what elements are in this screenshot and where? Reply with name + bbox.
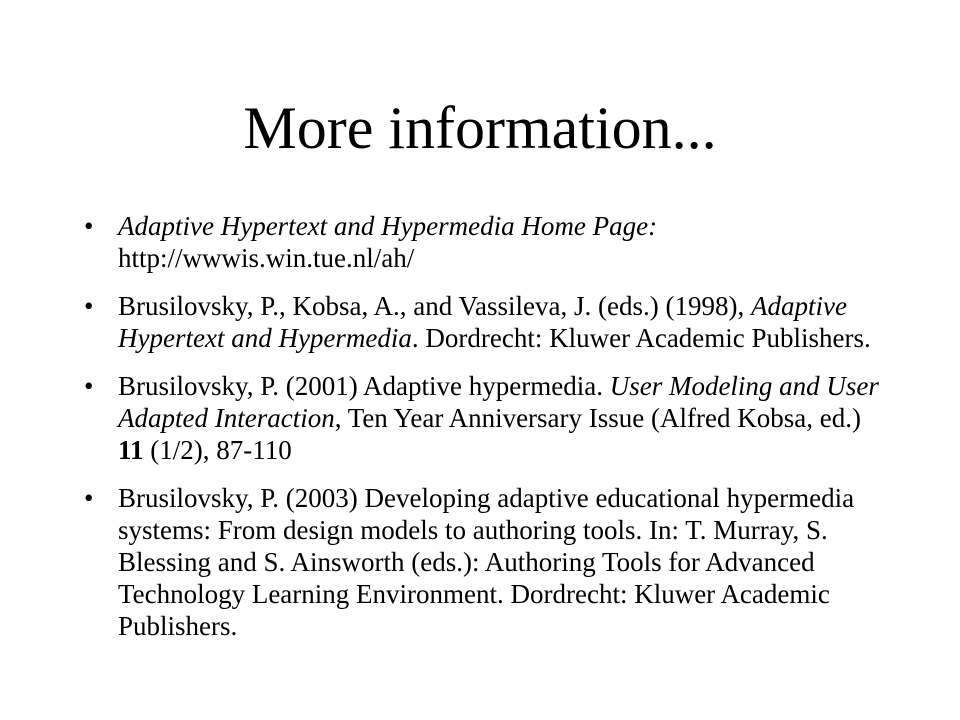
reference-item [84, 210, 884, 274]
reference-text-italic: Adaptive Hypertext and Hypermedia [118, 291, 847, 353]
reference-link[interactable]: http://wwwis.win.tue.nl/ah/ [118, 243, 415, 273]
reference-text-italic: Adaptive Hypertext and Hypermedia Home Page: [118, 211, 658, 241]
bullet-icon: • [84, 291, 94, 321]
slide-title: More information... [243, 95, 717, 161]
reference-text: (1/2), 87-110 [143, 435, 292, 465]
bullet-icon: • [84, 211, 94, 241]
reference-text: , Ten Year Anniversary Issue (Alfred Kobsa, ed.) [334, 403, 861, 433]
reference-text-bold: 11 [118, 435, 144, 465]
bullet-icon: • [84, 371, 94, 401]
reference-text: Brusilovsky, P., Kobsa, A., and Vassileva, J. (eds.) (1998), [118, 291, 751, 321]
reference-item [84, 290, 884, 354]
reference-text-italic: User Modeling and User Adapted Interaction [118, 371, 879, 433]
reference-text: Brusilovsky, P. (2003) Developing adaptive educational hypermedia systems: From design models to authoring tools. In: T. Murray, S. Blessing and S. Ainsworth (eds.): Authoring Tools for Advanced Technology Learning Environment. Dordrecht: Kluwer Academic Publishers. [118, 483, 855, 641]
reference-text: . Dordrecht: Kluwer Academic Publishers. [411, 323, 871, 353]
reference-item [84, 370, 884, 466]
bullet-icon: • [84, 483, 94, 513]
reference-list [84, 210, 884, 658]
reference-item [84, 482, 884, 642]
reference-text: Brusilovsky, P. (2001) Adaptive hypermedia. [118, 371, 610, 401]
